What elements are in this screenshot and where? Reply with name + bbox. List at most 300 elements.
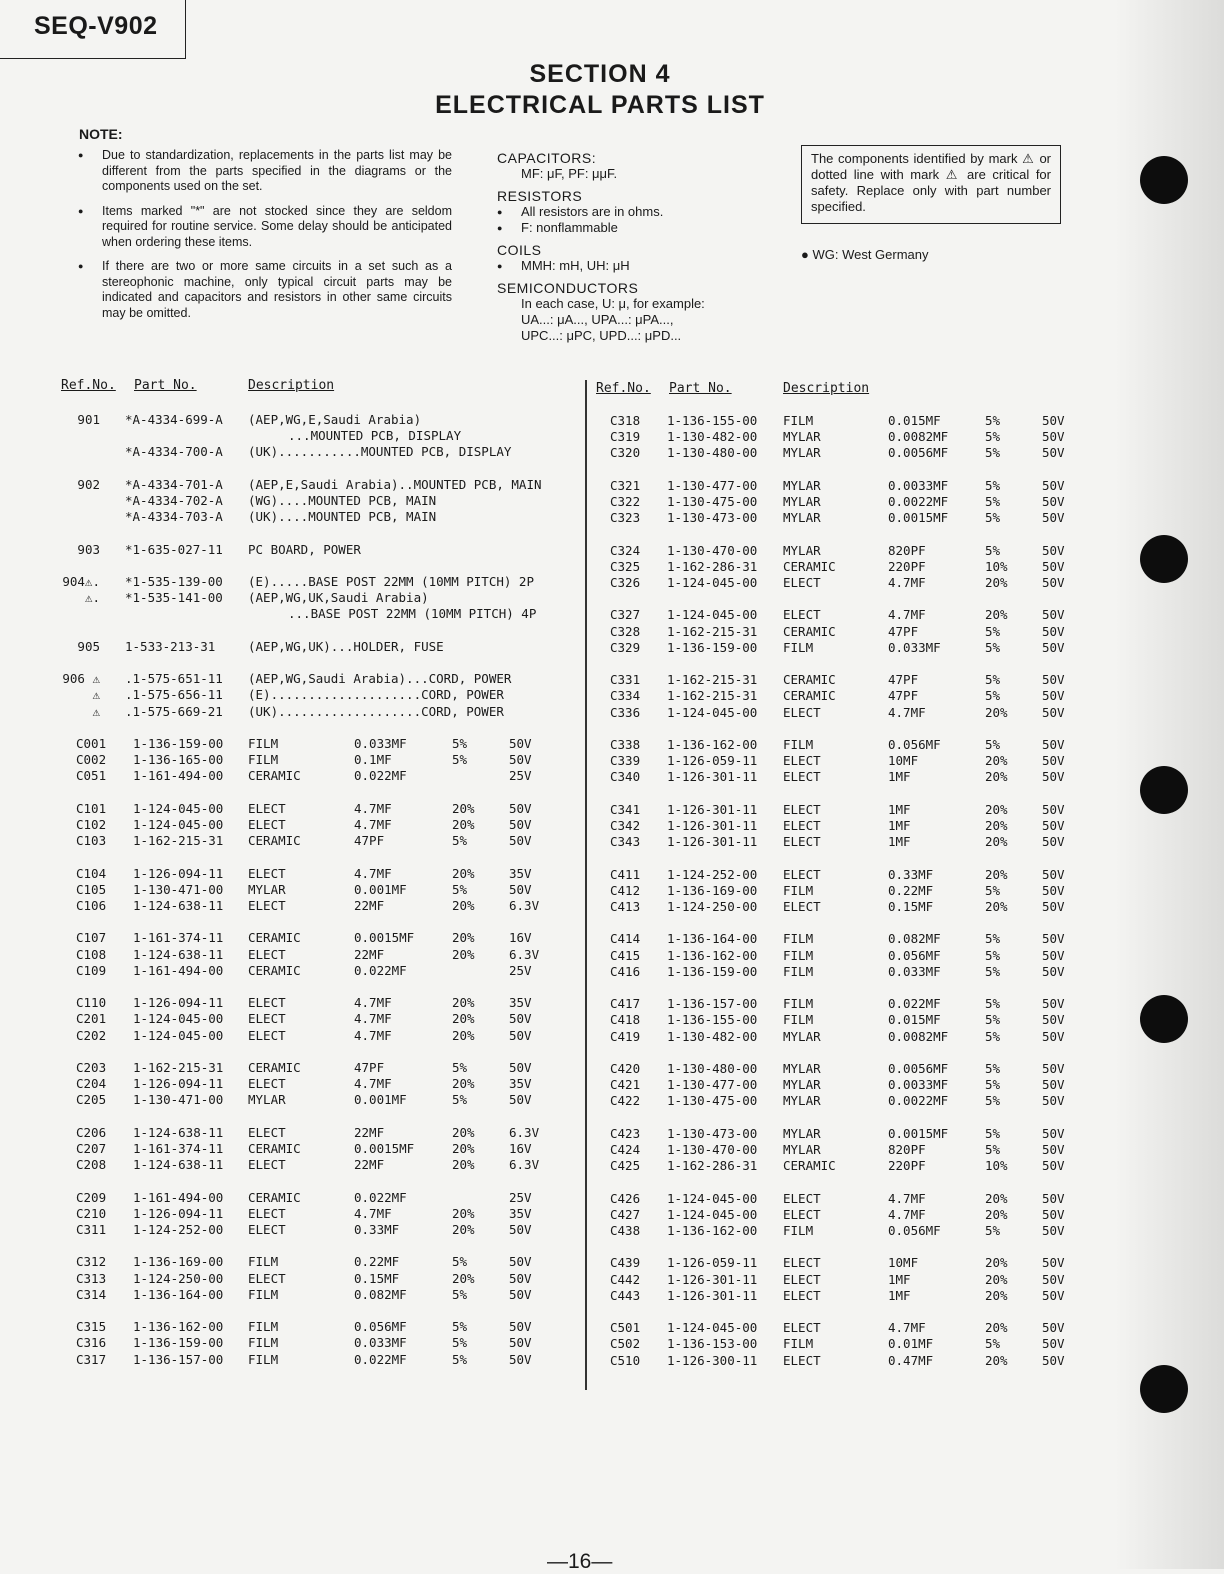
part-value: 0.022MF bbox=[888, 996, 941, 1012]
part-value: 1MF bbox=[888, 834, 911, 850]
note-item: ● If there are two or more same circuits in a set such as a stereophonic machine, only typical circuit parts may be indicated and capacitors and resistors in other same circuits may be omitted. bbox=[78, 259, 452, 321]
part-voltage: 50V bbox=[1042, 607, 1065, 623]
part-type: FILM bbox=[248, 1254, 279, 1270]
part-tolerance: 5% bbox=[985, 413, 1001, 428]
part-number: 1-136-162-00 bbox=[133, 1319, 224, 1335]
part-tolerance: 5% bbox=[985, 1093, 1001, 1109]
part-tolerance: 20% bbox=[985, 866, 1008, 882]
part-type: MYLAR bbox=[783, 1093, 821, 1109]
part-voltage: 25V bbox=[509, 768, 532, 784]
part-number: 1-126-301-11 bbox=[667, 801, 758, 817]
part-number: 1-162-215-31 bbox=[133, 1060, 224, 1075]
part-type: FILM bbox=[783, 1012, 814, 1028]
part-tolerance: 5% bbox=[985, 510, 1001, 526]
part-number: 1-126-301-11 bbox=[667, 818, 758, 833]
part-tolerance: 5% bbox=[985, 429, 1001, 445]
part-number: 1-130-475-00 bbox=[667, 494, 758, 509]
part-type: CERAMIC bbox=[783, 1158, 836, 1174]
part-value: 0.0022MF bbox=[888, 1093, 949, 1109]
column-header-part: Part No. bbox=[669, 381, 732, 396]
part-number: 1-126-094-11 bbox=[133, 1076, 224, 1092]
part-type: ELECT bbox=[248, 1124, 286, 1140]
part-tolerance: 20% bbox=[452, 1027, 475, 1043]
part-voltage: 50V bbox=[1042, 1320, 1065, 1336]
part-type: MYLAR bbox=[783, 1061, 821, 1076]
part-number: 1-162-215-31 bbox=[133, 833, 224, 849]
capacitors-units: MF: μF, PF: μμF. bbox=[521, 166, 618, 181]
ref-number: C328 bbox=[610, 623, 641, 639]
part-voltage: 50V bbox=[1042, 413, 1065, 428]
semiconductors-note: UA...: μA..., UPA...: μPA..., bbox=[521, 312, 674, 327]
ref-number: C204 bbox=[76, 1076, 107, 1092]
ref-number: C443 bbox=[610, 1287, 641, 1303]
part-number: 1-136-153-00 bbox=[667, 1336, 758, 1352]
part-type: FILM bbox=[783, 931, 814, 947]
part-type: ELECT bbox=[783, 1271, 821, 1287]
part-tolerance: 20% bbox=[985, 704, 1008, 720]
ref-number: C315 bbox=[76, 1319, 107, 1335]
part-tolerance: 20% bbox=[985, 607, 1008, 623]
part-tolerance: 5% bbox=[452, 736, 468, 751]
part-tolerance: 5% bbox=[985, 672, 1001, 688]
part-tolerance: 5% bbox=[985, 1125, 1001, 1141]
part-tolerance: 20% bbox=[452, 1222, 475, 1237]
ref-number: C334 bbox=[610, 688, 641, 704]
part-tolerance: 20% bbox=[985, 899, 1008, 914]
part-tolerance: 20% bbox=[985, 1352, 1008, 1368]
part-value: 0.0082MF bbox=[888, 1028, 949, 1044]
part-value: 0.1MF bbox=[354, 752, 392, 768]
part-tolerance: 5% bbox=[452, 1286, 468, 1302]
part-tolerance: 5% bbox=[985, 1223, 1001, 1238]
part-voltage: 50V bbox=[509, 1092, 532, 1108]
safety-notice: The components identified by mark ⚠ or dotted line with mark ⚠ are critical for safety. Replace only with part number specified. bbox=[801, 145, 1061, 224]
part-type: ELECT bbox=[783, 1206, 821, 1222]
part-voltage: 50V bbox=[1042, 1077, 1065, 1093]
ref-number: C439 bbox=[610, 1255, 641, 1271]
part-description: ...MOUNTED PCB, DISPLAY bbox=[288, 428, 462, 444]
ref-number: 906 ⚠ bbox=[62, 671, 100, 687]
ref-number: C336 bbox=[610, 704, 641, 720]
part-tolerance: 5% bbox=[452, 1092, 468, 1108]
part-value: 0.082MF bbox=[888, 931, 941, 947]
part-tolerance: 5% bbox=[985, 477, 1001, 493]
part-tolerance: 20% bbox=[452, 865, 475, 881]
part-value: 4.7MF bbox=[354, 1011, 392, 1027]
part-voltage: 50V bbox=[1042, 494, 1065, 509]
part-type: CERAMIC bbox=[783, 672, 836, 688]
part-type: CERAMIC bbox=[783, 623, 836, 639]
part-type: MYLAR bbox=[783, 510, 821, 526]
part-type: ELECT bbox=[783, 575, 821, 590]
units-legend bbox=[497, 150, 767, 344]
part-value: 0.15MF bbox=[888, 899, 934, 914]
part-number: 1-124-638-11 bbox=[133, 898, 224, 913]
part-voltage: 50V bbox=[1042, 477, 1065, 493]
part-value: 1MF bbox=[888, 1287, 911, 1303]
semiconductors-note: UPC...: μPC, UPD...: μPD... bbox=[521, 328, 682, 343]
part-type: CERAMIC bbox=[783, 688, 836, 704]
part-voltage: 50V bbox=[1042, 1223, 1065, 1238]
part-type: ELECT bbox=[248, 1270, 286, 1286]
part-voltage: 35V bbox=[509, 1076, 532, 1092]
part-number: 1-124-045-00 bbox=[667, 575, 758, 590]
ref-number: C438 bbox=[610, 1223, 641, 1238]
part-value: 220PF bbox=[888, 558, 926, 574]
part-tolerance: 5% bbox=[452, 752, 468, 768]
part-description: (AEP,WG,UK)...HOLDER, FUSE bbox=[248, 638, 444, 654]
part-voltage: 50V bbox=[1042, 1287, 1065, 1303]
assembly-list bbox=[60, 412, 580, 722]
part-tolerance: 5% bbox=[985, 623, 1001, 639]
part-voltage: 25V bbox=[509, 1189, 532, 1205]
part-value: 22MF bbox=[354, 898, 385, 913]
resistors-note: ● All resistors are in ohms. bbox=[497, 204, 767, 220]
part-voltage: 50V bbox=[1042, 1061, 1065, 1076]
ref-number: C323 bbox=[610, 510, 641, 526]
part-voltage: 50V bbox=[1042, 818, 1065, 833]
column-header-part: Part No. bbox=[134, 378, 197, 393]
note-item: ● Items marked "*" are not stocked since they are seldom required for routine service. Some delay should be anticipated when ordering these items. bbox=[78, 204, 452, 251]
ref-number: C312 bbox=[76, 1254, 107, 1270]
part-voltage: 50V bbox=[509, 1286, 532, 1302]
part-value: 0.022MF bbox=[354, 962, 407, 978]
ref-number: C425 bbox=[610, 1158, 641, 1174]
part-number: 1-136-165-00 bbox=[133, 752, 224, 768]
part-type: FILM bbox=[783, 639, 814, 655]
part-type: FILM bbox=[783, 996, 814, 1012]
ref-number: C338 bbox=[610, 737, 641, 752]
binder-hole bbox=[1140, 1365, 1188, 1413]
part-tolerance: 20% bbox=[452, 995, 475, 1011]
part-number: 1-130-471-00 bbox=[133, 881, 224, 897]
part-voltage: 50V bbox=[509, 736, 532, 751]
part-description: (WG)....MOUNTED PCB, MAIN bbox=[248, 493, 437, 508]
ref-number: C421 bbox=[610, 1077, 641, 1093]
part-tolerance: 5% bbox=[452, 881, 468, 897]
part-voltage: 50V bbox=[1042, 672, 1065, 688]
part-tolerance: 5% bbox=[985, 963, 1001, 979]
part-type: FILM bbox=[248, 1335, 279, 1351]
part-type: ELECT bbox=[783, 1255, 821, 1271]
part-tolerance: 5% bbox=[985, 737, 1001, 752]
part-number: 1-161-494-00 bbox=[133, 962, 224, 978]
column-header-description: Description bbox=[783, 381, 870, 396]
part-number: 1-161-494-00 bbox=[133, 1189, 224, 1205]
ref-number: C106 bbox=[76, 898, 107, 913]
part-tolerance: 5% bbox=[452, 1319, 468, 1335]
ref-number: C001 bbox=[76, 736, 107, 751]
part-type: ELECT bbox=[248, 800, 286, 816]
part-type: MYLAR bbox=[783, 1028, 821, 1044]
part-value: 0.22MF bbox=[354, 1254, 400, 1270]
part-number: *1-635-027-11 bbox=[125, 541, 223, 557]
ref-number: C313 bbox=[76, 1270, 107, 1286]
part-value: 0.022MF bbox=[354, 768, 407, 784]
ref-number: C419 bbox=[610, 1028, 641, 1044]
part-number: *1-535-141-00 bbox=[125, 590, 223, 606]
part-description: (AEP,E,Saudi Arabia)..MOUNTED PCB, MAIN bbox=[248, 476, 542, 492]
part-tolerance: 5% bbox=[452, 1351, 468, 1367]
part-voltage: 50V bbox=[509, 1060, 532, 1075]
ref-number: C107 bbox=[76, 930, 107, 946]
part-value: 0.022MF bbox=[354, 1351, 407, 1367]
part-type: MYLAR bbox=[248, 881, 286, 897]
part-tolerance: 20% bbox=[985, 575, 1008, 590]
ref-number: C341 bbox=[610, 801, 641, 817]
part-tolerance: 20% bbox=[452, 1157, 475, 1173]
part-type: MYLAR bbox=[783, 477, 821, 493]
part-value: 4.7MF bbox=[888, 607, 926, 623]
ref-number: C413 bbox=[610, 899, 641, 914]
part-number: 1-130-471-00 bbox=[133, 1092, 224, 1108]
part-tolerance: 5% bbox=[985, 1012, 1001, 1028]
part-voltage: 6.3V bbox=[509, 1124, 540, 1140]
part-voltage: 50V bbox=[1042, 866, 1065, 882]
part-type: ELECT bbox=[783, 607, 821, 623]
part-value: 1MF bbox=[888, 818, 911, 833]
part-voltage: 50V bbox=[509, 1270, 532, 1286]
part-voltage: 50V bbox=[1042, 931, 1065, 947]
part-voltage: 35V bbox=[509, 995, 532, 1011]
part-voltage: 50V bbox=[1042, 1012, 1065, 1028]
part-voltage: 35V bbox=[509, 865, 532, 881]
part-value: 0.056MF bbox=[354, 1319, 407, 1335]
part-type: ELECT bbox=[783, 1352, 821, 1368]
ref-number: C331 bbox=[610, 672, 641, 688]
part-value: 4.7MF bbox=[354, 995, 392, 1011]
ref-number: 904⚠. bbox=[62, 574, 100, 589]
part-type: ELECT bbox=[783, 818, 821, 833]
part-value: 0.015MF bbox=[888, 413, 941, 428]
part-value: 0.0015MF bbox=[354, 1141, 415, 1156]
part-value: 0.0015MF bbox=[354, 930, 415, 946]
part-value: 0.033MF bbox=[888, 639, 941, 655]
ref-number: C325 bbox=[610, 558, 641, 574]
part-number: 1-136-159-00 bbox=[667, 963, 758, 979]
part-voltage: 50V bbox=[1042, 1142, 1065, 1157]
part-type: ELECT bbox=[783, 834, 821, 850]
ref-number: C319 bbox=[610, 429, 641, 445]
part-number: 1-136-159-00 bbox=[667, 639, 758, 655]
part-voltage: 6.3V bbox=[509, 898, 540, 913]
part-voltage: 50V bbox=[1042, 1352, 1065, 1368]
part-value: 0.22MF bbox=[888, 882, 934, 898]
part-voltage: 50V bbox=[1042, 1336, 1065, 1352]
part-number: 1-136-162-00 bbox=[667, 737, 758, 752]
part-voltage: 50V bbox=[1042, 801, 1065, 817]
semiconductors-note: In each case, U: μ, for example: bbox=[521, 296, 705, 311]
ref-number: C442 bbox=[610, 1271, 641, 1287]
part-tolerance: 5% bbox=[985, 688, 1001, 704]
ref-number: C317 bbox=[76, 1351, 107, 1367]
part-description: (UK)...........MOUNTED PCB, DISPLAY bbox=[248, 444, 512, 460]
ref-number: 901 bbox=[77, 412, 100, 427]
part-type: CERAMIC bbox=[248, 1060, 301, 1075]
part-number: *A-4334-699-A bbox=[125, 412, 223, 427]
part-voltage: 50V bbox=[1042, 737, 1065, 752]
part-type: CERAMIC bbox=[248, 962, 301, 978]
part-number: 1-126-301-11 bbox=[667, 1271, 758, 1287]
part-tolerance: 10% bbox=[985, 558, 1008, 574]
part-value: 4.7MF bbox=[354, 1205, 392, 1221]
part-value: 0.0056MF bbox=[888, 1061, 949, 1076]
part-type: ELECT bbox=[248, 817, 286, 832]
part-type: FILM bbox=[783, 882, 814, 898]
part-number: 1-124-638-11 bbox=[133, 946, 224, 962]
part-number: 1-130-477-00 bbox=[667, 1077, 758, 1093]
ref-number: ⚠ bbox=[92, 703, 100, 719]
part-voltage: 50V bbox=[1042, 429, 1065, 445]
column-header-ref: Ref.No. bbox=[596, 381, 651, 396]
part-value: 4.7MF bbox=[888, 1320, 926, 1336]
part-type: CERAMIC bbox=[248, 930, 301, 946]
part-tolerance: 5% bbox=[452, 1254, 468, 1270]
part-type: MYLAR bbox=[783, 1125, 821, 1141]
part-voltage: 50V bbox=[509, 1222, 532, 1237]
part-number: 1-124-045-00 bbox=[133, 1011, 224, 1027]
part-voltage: 50V bbox=[1042, 963, 1065, 979]
ref-number: C210 bbox=[76, 1205, 107, 1221]
ref-number: C206 bbox=[76, 1124, 107, 1140]
ref-number: 902 bbox=[77, 476, 100, 492]
part-value: 4.7MF bbox=[888, 704, 926, 720]
part-tolerance: 5% bbox=[452, 833, 468, 849]
part-description: PC BOARD, POWER bbox=[248, 541, 361, 557]
ref-number: C418 bbox=[610, 1012, 641, 1028]
part-value: 0.033MF bbox=[354, 1335, 407, 1351]
part-voltage: 50V bbox=[509, 817, 532, 832]
part-number: 1-126-301-11 bbox=[667, 834, 758, 850]
part-number: 1-161-374-11 bbox=[133, 1141, 224, 1156]
part-voltage: 50V bbox=[1042, 1271, 1065, 1287]
part-number: 1-124-250-00 bbox=[133, 1270, 224, 1286]
ref-number: C311 bbox=[76, 1222, 107, 1237]
part-number: 1-533-213-31 bbox=[125, 638, 216, 654]
ref-number: C104 bbox=[76, 865, 107, 881]
ref-number: C415 bbox=[610, 947, 641, 963]
part-tolerance: 20% bbox=[985, 1271, 1008, 1287]
part-type: CERAMIC bbox=[248, 1141, 301, 1156]
coils-units: ● MMH: mH, UH: μH bbox=[497, 258, 767, 274]
part-value: 47PF bbox=[888, 623, 919, 639]
part-type: ELECT bbox=[783, 899, 821, 914]
part-type: ELECT bbox=[248, 1157, 286, 1173]
part-number: *A-4334-703-A bbox=[125, 509, 223, 525]
ref-number: C321 bbox=[610, 477, 641, 493]
ref-number: C424 bbox=[610, 1142, 641, 1157]
binder-hole bbox=[1140, 535, 1188, 583]
ref-number: C202 bbox=[76, 1027, 107, 1043]
part-type: ELECT bbox=[248, 1027, 286, 1043]
part-number: 1-136-164-00 bbox=[133, 1286, 224, 1302]
part-type: ELECT bbox=[248, 946, 286, 962]
model-box bbox=[0, 0, 186, 59]
ref-number: C002 bbox=[76, 752, 107, 768]
coils-heading: COILS bbox=[497, 242, 542, 258]
part-tolerance: 20% bbox=[452, 1011, 475, 1027]
part-number: 1-126-059-11 bbox=[667, 1255, 758, 1271]
ref-number: C110 bbox=[76, 995, 107, 1011]
resistors-heading: RESISTORS bbox=[497, 188, 583, 204]
part-value: 0.0015MF bbox=[888, 510, 949, 526]
part-number: 1-130-482-00 bbox=[667, 429, 758, 445]
ref-number: C322 bbox=[610, 494, 641, 509]
part-value: 22MF bbox=[354, 1124, 385, 1140]
part-type: ELECT bbox=[248, 1205, 286, 1221]
part-value: 0.082MF bbox=[354, 1286, 407, 1302]
part-tolerance: 20% bbox=[985, 834, 1008, 850]
ref-number: 905 bbox=[77, 638, 100, 654]
ref-number: C207 bbox=[76, 1141, 107, 1156]
part-number: 1-124-638-11 bbox=[133, 1124, 224, 1140]
part-tolerance: 5% bbox=[985, 931, 1001, 947]
page-title: ELECTRICAL PARTS LIST bbox=[435, 91, 765, 119]
part-voltage: 16V bbox=[509, 930, 532, 946]
part-number: 1-162-215-31 bbox=[667, 672, 758, 688]
part-number: *1-535-139-00 bbox=[125, 574, 223, 589]
part-value: 0.001MF bbox=[354, 1092, 407, 1108]
part-value: 4.7MF bbox=[888, 1190, 926, 1206]
ref-number: C414 bbox=[610, 931, 641, 947]
ref-number: C109 bbox=[76, 962, 107, 978]
capacitors-heading: CAPACITORS: bbox=[497, 150, 597, 166]
ref-number: C326 bbox=[610, 575, 641, 590]
part-tolerance: 5% bbox=[452, 1335, 468, 1351]
part-number: 1-136-169-00 bbox=[667, 882, 758, 898]
part-voltage: 50V bbox=[1042, 542, 1065, 558]
part-value: 0.33MF bbox=[888, 866, 934, 882]
part-value: 0.15MF bbox=[354, 1270, 400, 1286]
part-number: 1-136-159-00 bbox=[133, 736, 224, 751]
ref-number: ⚠. bbox=[84, 590, 100, 606]
part-value: 0.0082MF bbox=[888, 429, 949, 445]
note-heading: NOTE: bbox=[79, 126, 123, 142]
part-type: CERAMIC bbox=[248, 1189, 301, 1205]
part-type: FILM bbox=[248, 736, 279, 751]
part-type: CERAMIC bbox=[248, 768, 301, 784]
part-number: 1-161-494-00 bbox=[133, 768, 224, 784]
part-tolerance: 5% bbox=[985, 1028, 1001, 1044]
part-tolerance: 5% bbox=[452, 1060, 468, 1075]
part-tolerance: 5% bbox=[985, 1061, 1001, 1076]
part-tolerance: 20% bbox=[452, 817, 475, 832]
part-tolerance: 20% bbox=[452, 800, 475, 816]
part-value: 1MF bbox=[888, 769, 911, 785]
part-number: 1-162-215-31 bbox=[667, 688, 758, 704]
note-list bbox=[78, 148, 452, 330]
part-value: 47PF bbox=[888, 688, 919, 704]
part-tolerance: 20% bbox=[985, 1255, 1008, 1271]
binder-hole bbox=[1140, 995, 1188, 1043]
part-type: FILM bbox=[783, 737, 814, 752]
part-number: 1-124-045-00 bbox=[667, 1190, 758, 1206]
ref-number: 903 bbox=[77, 541, 100, 557]
part-type: FILM bbox=[783, 413, 814, 428]
binder-hole bbox=[1140, 156, 1188, 204]
part-number: 1-130-473-00 bbox=[667, 1125, 758, 1141]
part-voltage: 50V bbox=[1042, 575, 1065, 590]
part-value: 0.022MF bbox=[354, 1189, 407, 1205]
part-tolerance: 20% bbox=[452, 1124, 475, 1140]
part-type: ELECT bbox=[248, 995, 286, 1011]
part-voltage: 50V bbox=[1042, 996, 1065, 1012]
part-value: 0.056MF bbox=[888, 737, 941, 752]
part-number: *A-4334-700-A bbox=[125, 444, 223, 460]
part-voltage: 50V bbox=[1042, 1093, 1065, 1109]
ref-number: C102 bbox=[76, 817, 107, 832]
part-voltage: 50V bbox=[509, 1335, 532, 1351]
